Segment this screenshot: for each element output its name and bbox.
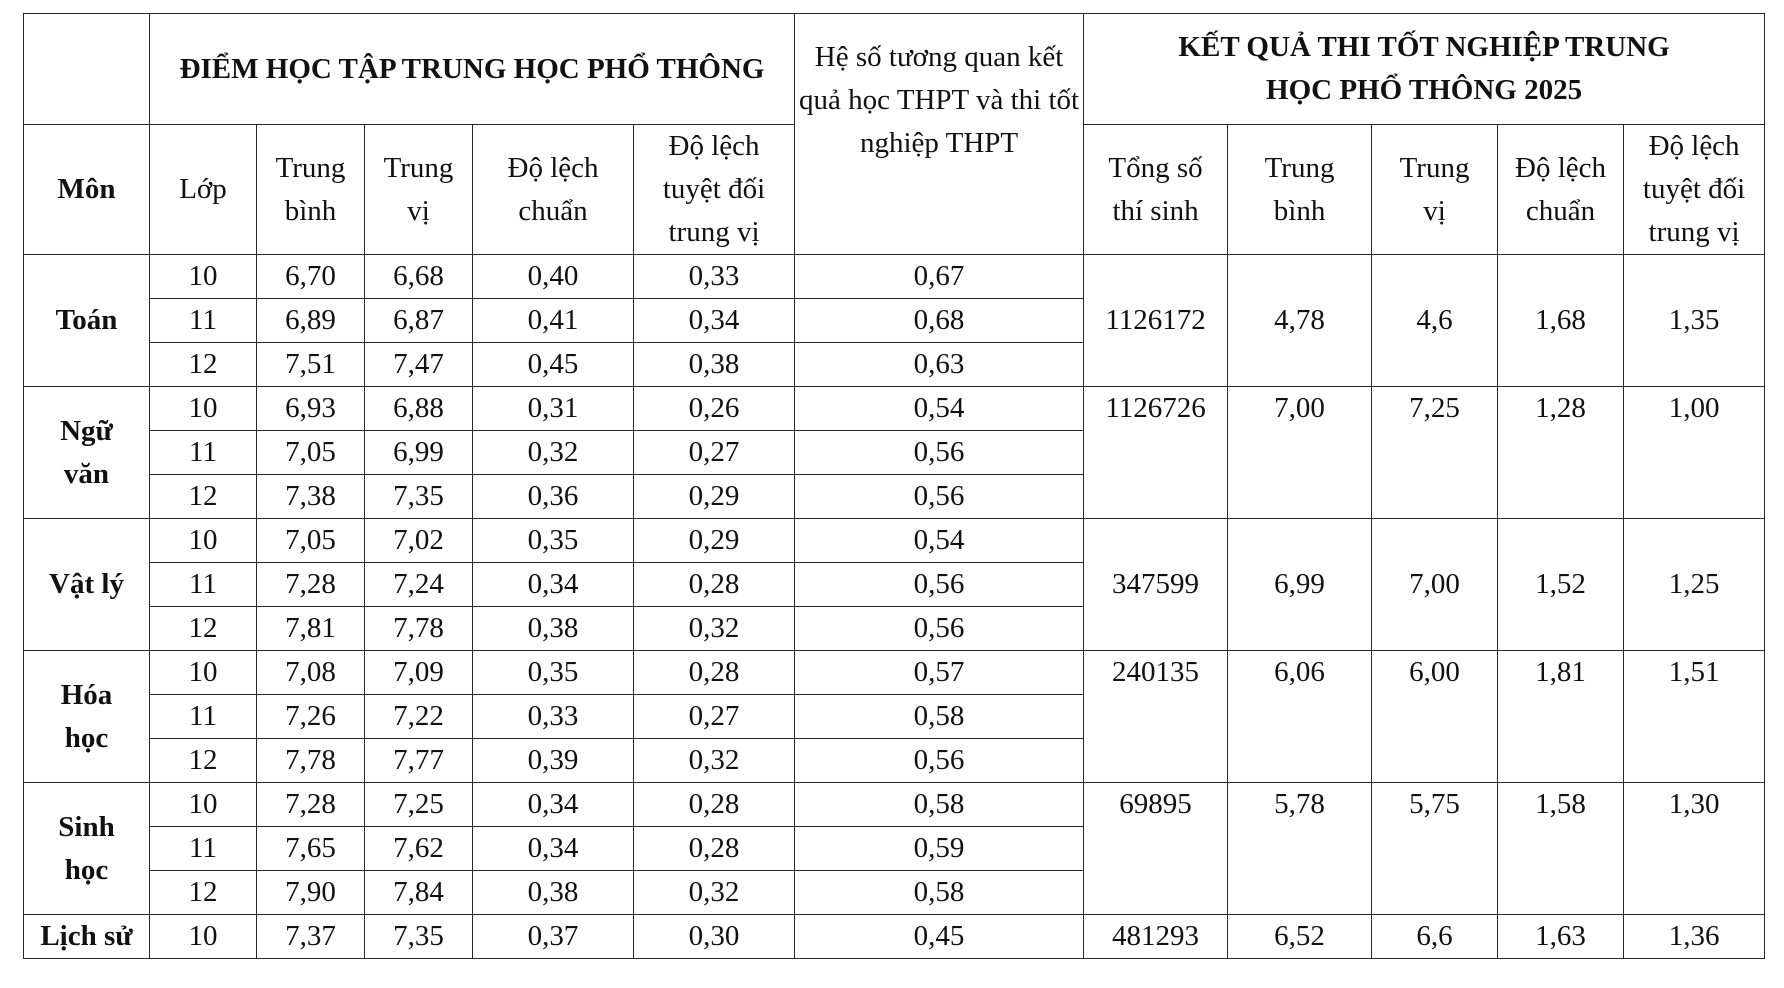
- header-exam-results: KẾT QUẢ THI TỐT NGHIỆP TRUNG HỌC PHỔ THÔNG 2025: [1084, 14, 1765, 125]
- cell-exam-total: 481293: [1084, 915, 1228, 959]
- cell-mad: 0,38: [634, 343, 795, 387]
- cell-correlation: 0,58: [795, 871, 1084, 915]
- cell-exam-mean: 5,78: [1228, 783, 1372, 915]
- table-row: [24, 519, 1765, 563]
- cell-std: 0,35: [473, 519, 634, 563]
- cell-mean: 7,51: [257, 343, 365, 387]
- cell-mad: 0,29: [634, 475, 795, 519]
- cell-std: 0,45: [473, 343, 634, 387]
- cell-mean: 7,08: [257, 651, 365, 695]
- cell-grade: 11: [150, 563, 257, 607]
- cell-exam-total: 69895: [1084, 783, 1228, 915]
- cell-median: 7,35: [365, 915, 473, 959]
- cell-median: 6,87: [365, 299, 473, 343]
- cell-median: 7,09: [365, 651, 473, 695]
- results-table-wrapper: [23, 13, 1765, 959]
- cell-std: 0,40: [473, 255, 634, 299]
- cell-correlation: 0,56: [795, 431, 1084, 475]
- cell-std: 0,31: [473, 387, 634, 431]
- cell-exam-mad: 1,51: [1624, 651, 1765, 783]
- cell-exam-median: 6,6: [1372, 915, 1498, 959]
- cell-std: 0,41: [473, 299, 634, 343]
- cell-correlation: 0,45: [795, 915, 1084, 959]
- col-mad: Độ lệch tuyệt đối trung vị: [634, 125, 795, 255]
- cell-exam-mean: 6,52: [1228, 915, 1372, 959]
- header-row-top: [24, 14, 1765, 125]
- cell-mad: 0,28: [634, 651, 795, 695]
- col-exam-median: Trung vị: [1372, 125, 1498, 255]
- cell-median: 7,77: [365, 739, 473, 783]
- cell-std: 0,39: [473, 739, 634, 783]
- table-body: [24, 14, 1765, 959]
- cell-mean: 7,05: [257, 519, 365, 563]
- cell-mean: 7,05: [257, 431, 365, 475]
- cell-exam-std: 1,52: [1498, 519, 1624, 651]
- cell-subject: Hóa học: [24, 651, 150, 783]
- cell-grade: 12: [150, 607, 257, 651]
- cell-median: 6,68: [365, 255, 473, 299]
- cell-exam-std: 1,28: [1498, 387, 1624, 519]
- cell-correlation: 0,67: [795, 255, 1084, 299]
- cell-mean: 7,26: [257, 695, 365, 739]
- col-std: Độ lệch chuẩn: [473, 125, 634, 255]
- cell-mad: 0,28: [634, 827, 795, 871]
- table-row: [24, 387, 1765, 431]
- cell-exam-mad: 1,25: [1624, 519, 1765, 651]
- cell-subject: Ngữ văn: [24, 387, 150, 519]
- cell-mean: 6,70: [257, 255, 365, 299]
- cell-exam-total: 1126172: [1084, 255, 1228, 387]
- cell-grade: 11: [150, 431, 257, 475]
- cell-mean: 7,90: [257, 871, 365, 915]
- cell-mad: 0,27: [634, 431, 795, 475]
- cell-exam-total: 240135: [1084, 651, 1228, 783]
- cell-mad: 0,32: [634, 739, 795, 783]
- cell-exam-median: 7,00: [1372, 519, 1498, 651]
- cell-mad: 0,26: [634, 387, 795, 431]
- cell-std: 0,34: [473, 783, 634, 827]
- cell-exam-mad: 1,36: [1624, 915, 1765, 959]
- cell-median: 6,99: [365, 431, 473, 475]
- table-row: [24, 255, 1765, 299]
- cell-median: 7,02: [365, 519, 473, 563]
- cell-correlation: 0,56: [795, 607, 1084, 651]
- cell-std: 0,33: [473, 695, 634, 739]
- cell-exam-std: 1,58: [1498, 783, 1624, 915]
- cell-std: 0,37: [473, 915, 634, 959]
- cell-correlation: 0,59: [795, 827, 1084, 871]
- cell-exam-median: 5,75: [1372, 783, 1498, 915]
- cell-mad: 0,32: [634, 871, 795, 915]
- cell-exam-mean: 7,00: [1228, 387, 1372, 519]
- cell-exam-median: 4,6: [1372, 255, 1498, 387]
- cell-correlation: 0,56: [795, 475, 1084, 519]
- cell-mean: 7,37: [257, 915, 365, 959]
- cell-std: 0,34: [473, 827, 634, 871]
- cell-grade: 12: [150, 475, 257, 519]
- cell-mad: 0,28: [634, 783, 795, 827]
- cell-median: 6,88: [365, 387, 473, 431]
- cell-correlation: 0,54: [795, 387, 1084, 431]
- cell-median: 7,25: [365, 783, 473, 827]
- col-exam-std: Độ lệch chuẩn: [1498, 125, 1624, 255]
- cell-subject: Toán: [24, 255, 150, 387]
- cell-exam-std: 1,81: [1498, 651, 1624, 783]
- cell-std: 0,32: [473, 431, 634, 475]
- cell-mean: 6,93: [257, 387, 365, 431]
- cell-correlation: 0,56: [795, 563, 1084, 607]
- cell-median: 7,35: [365, 475, 473, 519]
- cell-grade: 10: [150, 915, 257, 959]
- cell-mean: 7,81: [257, 607, 365, 651]
- header-corner-cell: [24, 14, 150, 125]
- col-exam-mean: Trung bình: [1228, 125, 1372, 255]
- cell-mad: 0,28: [634, 563, 795, 607]
- cell-median: 7,47: [365, 343, 473, 387]
- cell-median: 7,62: [365, 827, 473, 871]
- col-exam-mad: Độ lệch tuyệt đối trung vị: [1624, 125, 1765, 255]
- cell-exam-total: 347599: [1084, 519, 1228, 651]
- header-correlation: Hệ số tương quan kết quả học THPT và thi tốt nghiệp THPT: [795, 14, 1084, 255]
- table-row: [24, 783, 1765, 827]
- col-median: Trung vị: [365, 125, 473, 255]
- cell-std: 0,35: [473, 651, 634, 695]
- cell-mean: 6,89: [257, 299, 365, 343]
- table-row: [24, 651, 1765, 695]
- col-subject: Môn: [24, 125, 150, 255]
- cell-grade: 11: [150, 827, 257, 871]
- results-table: [23, 13, 1765, 959]
- cell-mad: 0,32: [634, 607, 795, 651]
- cell-grade: 11: [150, 299, 257, 343]
- col-mean: Trung bình: [257, 125, 365, 255]
- cell-subject: Vật lý: [24, 519, 150, 651]
- col-grade: Lớp: [150, 125, 257, 255]
- cell-std: 0,38: [473, 871, 634, 915]
- cell-mad: 0,33: [634, 255, 795, 299]
- cell-correlation: 0,68: [795, 299, 1084, 343]
- cell-exam-std: 1,68: [1498, 255, 1624, 387]
- cell-exam-median: 6,00: [1372, 651, 1498, 783]
- cell-grade: 10: [150, 387, 257, 431]
- cell-mean: 7,65: [257, 827, 365, 871]
- cell-grade: 10: [150, 783, 257, 827]
- cell-subject: Lịch sử: [24, 915, 150, 959]
- cell-correlation: 0,58: [795, 783, 1084, 827]
- cell-correlation: 0,56: [795, 739, 1084, 783]
- cell-std: 0,36: [473, 475, 634, 519]
- cell-subject: Sinh học: [24, 783, 150, 915]
- cell-grade: 12: [150, 871, 257, 915]
- header-hs-scores: ĐIỂM HỌC TẬP TRUNG HỌC PHỔ THÔNG: [150, 14, 795, 125]
- cell-mean: 7,78: [257, 739, 365, 783]
- cell-grade: 11: [150, 695, 257, 739]
- col-exam-total: Tổng số thí sinh: [1084, 125, 1228, 255]
- cell-exam-mean: 4,78: [1228, 255, 1372, 387]
- cell-exam-mad: 1,30: [1624, 783, 1765, 915]
- cell-std: 0,38: [473, 607, 634, 651]
- cell-correlation: 0,57: [795, 651, 1084, 695]
- cell-correlation: 0,54: [795, 519, 1084, 563]
- cell-correlation: 0,63: [795, 343, 1084, 387]
- cell-median: 7,78: [365, 607, 473, 651]
- cell-median: 7,84: [365, 871, 473, 915]
- cell-grade: 12: [150, 739, 257, 783]
- cell-mad: 0,29: [634, 519, 795, 563]
- cell-mean: 7,38: [257, 475, 365, 519]
- cell-exam-mad: 1,35: [1624, 255, 1765, 387]
- cell-mad: 0,27: [634, 695, 795, 739]
- table-row: [24, 915, 1765, 959]
- cell-mean: 7,28: [257, 783, 365, 827]
- cell-median: 7,22: [365, 695, 473, 739]
- cell-mad: 0,34: [634, 299, 795, 343]
- cell-median: 7,24: [365, 563, 473, 607]
- cell-exam-mean: 6,06: [1228, 651, 1372, 783]
- cell-exam-mad: 1,00: [1624, 387, 1765, 519]
- cell-exam-mean: 6,99: [1228, 519, 1372, 651]
- cell-correlation: 0,58: [795, 695, 1084, 739]
- cell-grade: 10: [150, 651, 257, 695]
- cell-std: 0,34: [473, 563, 634, 607]
- cell-grade: 10: [150, 255, 257, 299]
- cell-exam-std: 1,63: [1498, 915, 1624, 959]
- cell-exam-median: 7,25: [1372, 387, 1498, 519]
- cell-grade: 10: [150, 519, 257, 563]
- cell-mad: 0,30: [634, 915, 795, 959]
- cell-grade: 12: [150, 343, 257, 387]
- cell-mean: 7,28: [257, 563, 365, 607]
- cell-exam-total: 1126726: [1084, 387, 1228, 519]
